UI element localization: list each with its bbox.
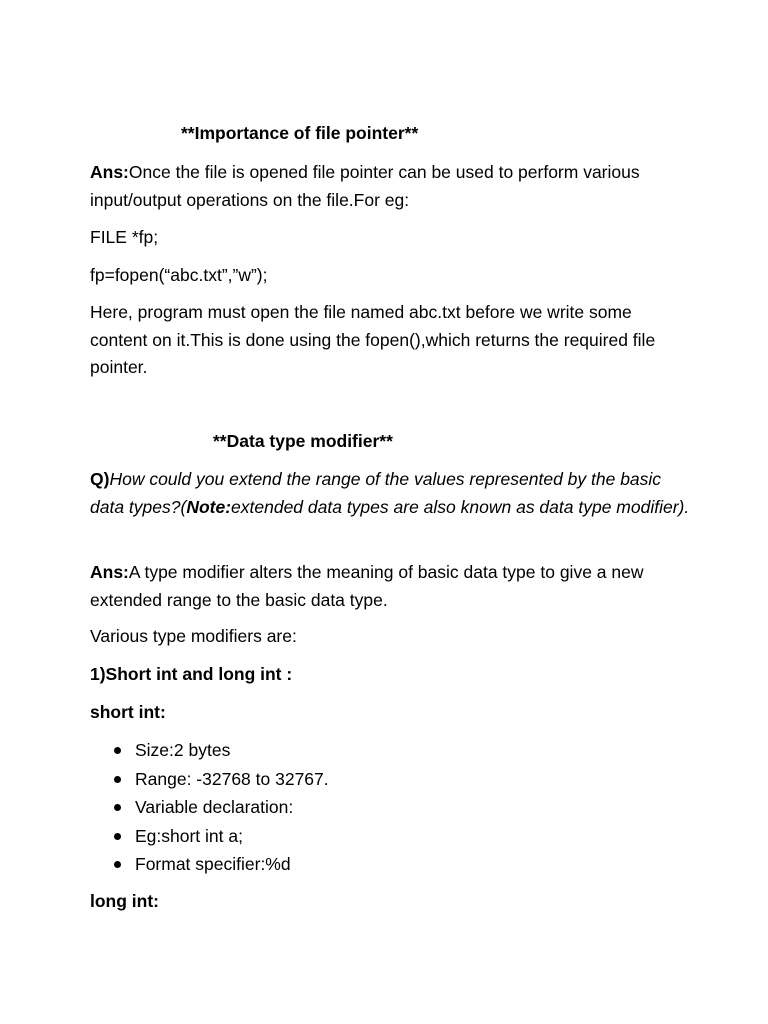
answer-paragraph-file-pointer bbox=[90, 159, 690, 214]
long-int-label: long int: bbox=[90, 891, 160, 911]
list-item: Format specifier:%d bbox=[90, 850, 690, 879]
bullet-icon bbox=[114, 804, 121, 811]
question-label: Q) bbox=[90, 469, 110, 489]
short-int-label: short int: bbox=[90, 702, 166, 722]
code-line-declaration: FILE *fp; bbox=[90, 227, 159, 247]
question-text-part2: extended data types are also known as data type modifier). bbox=[231, 496, 690, 517]
list-item: Range: -32768 to 32767. bbox=[90, 765, 690, 794]
section-heading-file-pointer: **Importance of file pointer** bbox=[181, 123, 419, 143]
list-item: Variable declaration: bbox=[90, 793, 690, 822]
bullet-icon bbox=[114, 833, 121, 840]
question-text-part1: How could you extend the range of the values represented by the basic data types?( bbox=[90, 469, 662, 517]
answer-label: Ans: bbox=[90, 562, 129, 582]
list-item: Size:2 bytes bbox=[90, 736, 690, 765]
bullet-icon bbox=[114, 861, 121, 868]
section-heading-data-type-modifier: **Data type modifier** bbox=[213, 431, 393, 451]
note-label: Note: bbox=[186, 496, 232, 517]
question-paragraph bbox=[90, 466, 690, 521]
answer-text: Once the file is opened file pointer can be used to perform various input/output operations on the file.For eg: bbox=[90, 162, 640, 210]
explanation-paragraph: Here, program must open the file named abc.txt before we write some content on it.This is done using the fopen(),which returns the required file pointer. bbox=[90, 302, 656, 377]
subheading-short-long-int: 1)Short int and long int : bbox=[90, 664, 293, 684]
answer-paragraph-type-modifier bbox=[90, 559, 690, 614]
list-item: Eg:short int a; bbox=[90, 822, 690, 851]
answer-text: A type modifier alters the meaning of basic data type to give a new extended range to the basic data type. bbox=[90, 562, 644, 610]
short-int-list bbox=[90, 736, 690, 879]
answer-label: Ans: bbox=[90, 162, 129, 182]
various-modifiers-line: Various type modifiers are: bbox=[90, 626, 297, 646]
bullet-icon bbox=[114, 776, 121, 783]
bullet-icon bbox=[114, 747, 121, 754]
code-line-fopen: fp=fopen(“abc.txt”,”w”); bbox=[90, 265, 268, 285]
